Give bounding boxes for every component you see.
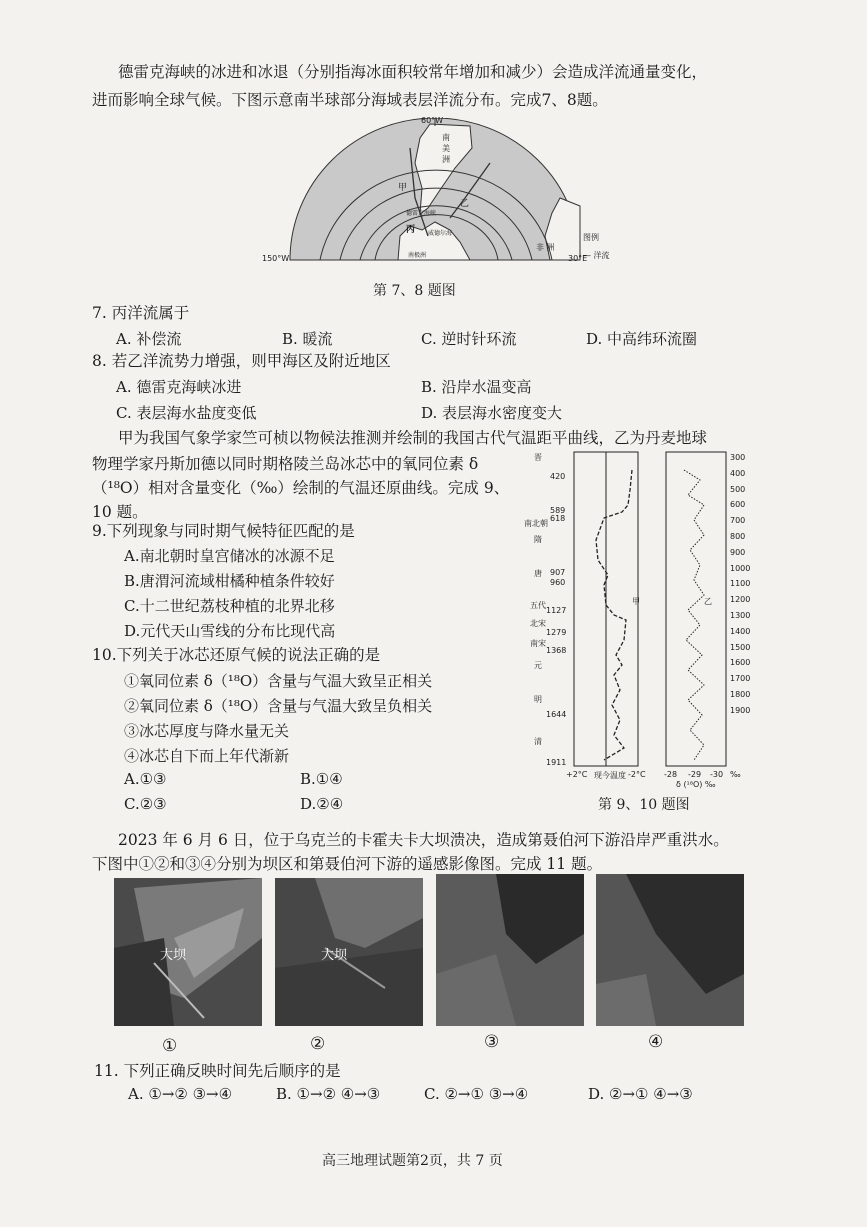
intro2-line1: 甲为我国气象学家竺可桢以物候法推测并绘制的我国古代气温距平曲线，乙为丹麦地球 bbox=[118, 429, 708, 447]
dynasty-beisong: 北宋 bbox=[530, 619, 546, 628]
x-yi-28: -28 bbox=[664, 770, 678, 779]
q11-stem: 11. 下列正确反映时间先后顺序的是 bbox=[94, 1062, 341, 1080]
q7-stem: 7. 丙洋流属于 bbox=[92, 304, 190, 322]
q10-statement-3: ③冰芯厚度与降水量无关 bbox=[124, 722, 290, 740]
label-drake: 德雷克海峡 bbox=[406, 210, 437, 217]
label-africa: 非 洲 bbox=[536, 243, 555, 252]
q10-option-a[interactable]: A.①③ bbox=[124, 770, 167, 788]
page-footer: 高三地理试题第2页，共 7 页 bbox=[322, 1153, 503, 1169]
dynasty-jin: 晋 bbox=[534, 453, 542, 462]
ocean-current-map bbox=[260, 118, 610, 268]
satellite-image-2 bbox=[275, 878, 423, 1026]
dam-label-1: 大坝 bbox=[160, 948, 187, 963]
q10-option-c[interactable]: C.②③ bbox=[124, 795, 167, 813]
intro1-line1: 德雷克海峡的冰进和冰退（分别指海冰面积较常年增加和减少）会造成洋流通量变化， bbox=[118, 63, 708, 81]
q9-option-c[interactable]: C.十二世纪荔枝种植的北界北移 bbox=[124, 597, 335, 615]
image-caption-3: ③ bbox=[484, 1032, 500, 1052]
image-caption-1: ① bbox=[162, 1036, 178, 1056]
q8-option-b[interactable]: B. 沿岸水温变高 bbox=[421, 378, 532, 396]
x-yi-29: -29 bbox=[688, 770, 702, 779]
year-1127: 1127 bbox=[546, 606, 567, 615]
label-150w: 150°W bbox=[262, 254, 290, 263]
q7-option-d[interactable]: D. 中高纬环流圈 bbox=[586, 330, 698, 348]
intro2-line4: 10 题。 bbox=[92, 503, 148, 521]
intro3-line1: 2023 年 6 月 6 日，位于乌克兰的卡霍夫卡大坝溃决，造成第聂伯河下游沿岸严重洪水。 bbox=[118, 831, 729, 849]
q8-option-a[interactable]: A. 德雷克海峡冰进 bbox=[116, 378, 242, 396]
year-1911: 1911 bbox=[546, 758, 567, 767]
q8-option-d[interactable]: D. 表层海水密度变大 bbox=[421, 404, 563, 422]
dynasty-nanbeichao: 南北朝 bbox=[524, 519, 548, 528]
year-420: 420 bbox=[550, 472, 566, 481]
dynasty-qing: 清 bbox=[534, 737, 542, 746]
year-1644: 1644 bbox=[546, 710, 567, 719]
satellite-image-3 bbox=[436, 874, 584, 1026]
q9-option-d[interactable]: D.元代天山雪线的分布比现代高 bbox=[124, 622, 336, 640]
label-30e: 30°E bbox=[568, 254, 588, 263]
legend-item: — 洋流 bbox=[583, 251, 610, 260]
curve-label-yi: 乙 bbox=[704, 597, 712, 606]
dynasty-wudai: 五代 bbox=[530, 601, 546, 610]
image-caption-2: ② bbox=[310, 1034, 326, 1054]
dam-label-2: 大坝 bbox=[321, 948, 348, 963]
q7-option-a[interactable]: A. 补偿流 bbox=[116, 330, 182, 348]
dynasty-nansong: 南宋 bbox=[530, 639, 546, 648]
q11-option-a[interactable]: A. ①→② ③→④ bbox=[128, 1085, 233, 1103]
q11-option-b[interactable]: B. ①→② ④→③ bbox=[276, 1085, 381, 1103]
label-south-america: 南美洲 bbox=[442, 133, 450, 164]
climate-chart bbox=[504, 450, 766, 790]
q10-statement-2: ②氧同位素 δ（¹⁸O）含量与气温大致呈负相关 bbox=[124, 697, 433, 715]
q10-statement-1: ①氧同位素 δ（¹⁸O）含量与气温大致呈正相关 bbox=[124, 672, 433, 690]
intro2-line3: （¹⁸O）相对含量变化（‰）绘制的气温还原曲线。完成 9、 bbox=[92, 479, 510, 497]
label-jia: 甲 bbox=[398, 183, 408, 193]
satellite-image-1 bbox=[114, 878, 262, 1026]
label-bing: 丙 bbox=[406, 225, 416, 235]
dynasty-tang: 唐 bbox=[534, 569, 542, 578]
chart-caption: 第 9、10 题图 bbox=[598, 797, 690, 813]
intro1-line2: 进而影响全球气候。下图示意南半球部分海域表层洋流分布。完成7、8题。 bbox=[92, 91, 608, 109]
q9-option-a[interactable]: A.南北朝时皇宫储冰的冰源不足 bbox=[124, 547, 335, 565]
image-caption-4: ④ bbox=[648, 1032, 664, 1052]
label-yi: 乙 bbox=[460, 199, 470, 209]
q9-option-b[interactable]: B.唐渭河流域柑橘种植条件较好 bbox=[124, 572, 335, 590]
x-axis-unit: δ (¹⁸O) ‰ bbox=[676, 780, 716, 789]
dynasty-yuan: 元 bbox=[534, 661, 542, 670]
q7-option-c[interactable]: C. 逆时针环流 bbox=[421, 330, 517, 348]
x-jia-plus2: +2°C bbox=[566, 770, 588, 779]
label-antarctica: 南极洲 bbox=[408, 252, 427, 259]
q10-option-b[interactable]: B.①④ bbox=[300, 770, 343, 788]
year-589: 589 bbox=[550, 506, 566, 515]
q8-stem: 8. 若乙洋流势力增强，则甲海区及附近地区 bbox=[92, 352, 391, 370]
year-1368: 1368 bbox=[546, 646, 567, 655]
q10-option-d[interactable]: D.②④ bbox=[300, 795, 344, 813]
dynasty-sui: 隋 bbox=[534, 535, 542, 544]
x-yi-30: -30 bbox=[710, 770, 724, 779]
year-960: 960 bbox=[550, 578, 566, 587]
map-caption: 第 7、8 题图 bbox=[373, 283, 456, 299]
year-1279: 1279 bbox=[546, 628, 567, 637]
year-907: 907 bbox=[550, 568, 566, 577]
label-weddell: 威德尔海 bbox=[428, 230, 453, 237]
right-year-axis: 300 400 500 600 700 800 900 1000 1100 1200 1300 1400 1500 1600 1700 1800 1900 bbox=[730, 453, 751, 715]
q7-option-b[interactable]: B. 暖流 bbox=[282, 330, 333, 348]
q10-statement-4: ④冰芯自下而上年代渐新 bbox=[124, 747, 290, 765]
x-jia-now: 现今温度 bbox=[594, 771, 626, 780]
dynasty-ming: 明 bbox=[534, 695, 542, 704]
q8-option-c[interactable]: C. 表层海水盐度变低 bbox=[116, 404, 257, 422]
x-yi-unit: ‰ bbox=[730, 770, 741, 779]
satellite-image-4 bbox=[596, 874, 744, 1026]
legend-title: 图例 bbox=[583, 233, 599, 242]
q11-option-c[interactable]: C. ②→① ③→④ bbox=[424, 1085, 529, 1103]
q10-stem: 10.下列关于冰芯还原气候的说法正确的是 bbox=[92, 646, 381, 664]
intro3-line2: 下图中①②和③④分别为坝区和第聂伯河下游的遥感影像图。完成 11 题。 bbox=[92, 855, 603, 873]
intro2-line2: 物理学家丹斯加德以同时期格陵兰岛冰芯中的氧同位素 δ bbox=[92, 455, 479, 473]
x-jia-minus2: -2°C bbox=[628, 770, 646, 779]
q9-stem: 9.下列现象与同时期气候特征匹配的是 bbox=[92, 522, 355, 540]
label-60w: 60°W bbox=[421, 116, 444, 125]
curve-label-jia: 甲 bbox=[632, 597, 640, 606]
year-618: 618 bbox=[550, 514, 566, 523]
q11-option-d[interactable]: D. ②→① ④→③ bbox=[588, 1085, 693, 1103]
